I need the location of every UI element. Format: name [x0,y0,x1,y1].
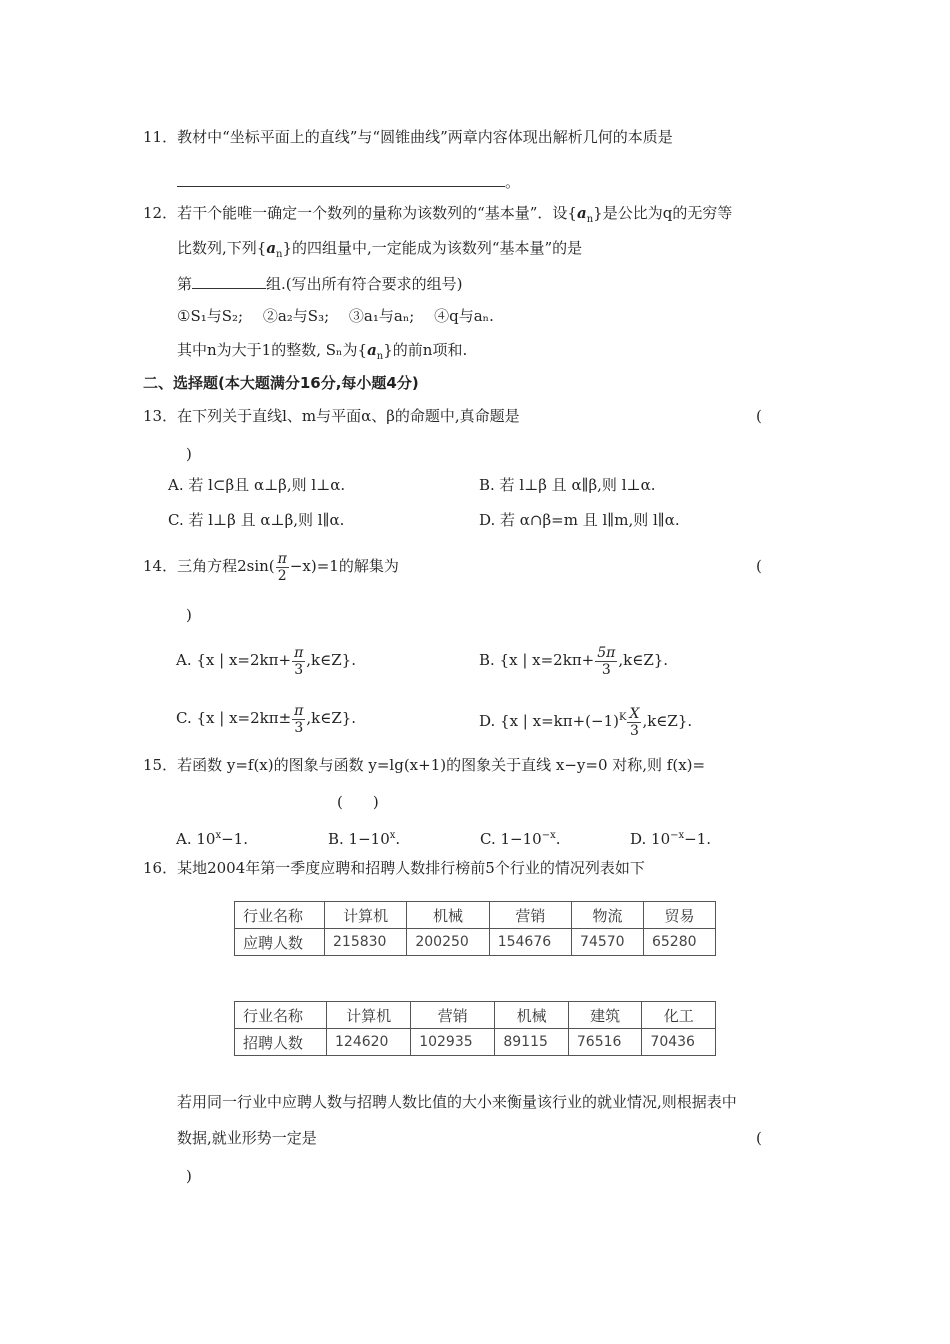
option-b[interactable]: B. 若 l⊥β 且 α∥β,则 l⊥α. [479,476,656,494]
question-12-line2: 比数列,下列$\{a_n\}$的四组量中,一定能成为该数列“基本量”的是 [177,239,583,260]
question-16: 16．某地2004年第一季度应聘和招聘人数排行榜前5个行业的情况列表如下 [143,859,645,877]
answer-paren: ( ) [337,793,379,811]
table-row: 应聘人数 215830 200250 154676 74570 65280 [235,929,716,956]
answer-blank[interactable] [192,272,266,289]
question-14: 14．三角方程2sin( $\frac{\pi}{2}$ −x)=1的解集为 [143,550,399,584]
option-d[interactable]: D. $10^{-x}-1$. [630,830,712,848]
question-12-note: 其中n为大于1的整数, Sₙ为$\{a_n\}$的前n项和. [177,341,468,362]
question-11 [143,127,673,147]
question-16-text: 若用同一行业中应聘人数与招聘人数比值的大小来衡量该行业的就业情况,则根据表中 [177,1093,737,1111]
question-12-options: ①S₁与S₂; ②a₂与S₃; ③a₁与aₙ; ④q与aₙ. [177,307,494,325]
option-a[interactable]: A. {x | x=2kπ+ $\frac{\pi}{3}$ ,k∈Z}. [176,644,356,678]
option-a[interactable]: A. $10^x-1$. [176,830,248,848]
answer-paren-close: ) [186,606,192,624]
answer-paren-close: ) [186,1167,192,1185]
question-12: 12．若干个能唯一确定一个数列的量称为该数列的“基本量”．设$\{a_n\}$是公比为q的无穷等 [143,204,733,225]
answer-line-11: 。 [177,168,520,192]
answer-paren-open: ( [756,1129,762,1147]
table-row: 招聘人数 124620 102935 89115 76516 70436 [235,1029,716,1056]
option-b[interactable]: B. $1-10^x$. [328,830,401,848]
option-d[interactable]: D. 若 α∩β=m 且 l∥m,则 l∥α. [479,511,680,529]
option-c[interactable]: C. {x | x=2kπ± $\frac{\pi}{3}$ ,k∈Z}. [176,702,357,736]
section-title: 二、选择题(本大题满分16分,每小题4分) [143,374,419,392]
applicants-table [234,901,716,956]
option-b[interactable]: B. {x | x=2kπ+ $\frac{5\pi}{3}$ ,k∈Z}. [479,644,669,678]
recruitment-table [234,1001,716,1056]
option-c[interactable]: C. 若 l⊥β 且 α⊥β,则 l∥α. [168,511,345,529]
table-header-row: 行业名称 计算机 营销 机械 建筑 化工 [235,1002,716,1029]
fraction: $\frac{\pi}{2}$ [277,550,287,584]
question-number: 11． [143,128,178,146]
option-a[interactable]: A. 若 l⊂β且 α⊥β,则 l⊥α. [168,476,346,494]
option-c[interactable]: C. $1-10^{-x}$. [480,830,561,848]
table-header-row: 行业名称 计算机 机械 营销 物流 贸易 [235,902,716,929]
answer-blank[interactable] [177,168,505,187]
question-12-line3: 第 组.(写出所有符合要求的组号) [177,272,463,294]
answer-paren-open: ( [756,407,762,425]
answer-paren-close: ) [186,445,192,463]
question-15: 15．若函数 y=f(x)的图象与函数 y=lg(x+1)的图象关于直线 x−y=0 对称,则 f(x)= [143,756,706,774]
question-16-text-2: 数据,就业形势一定是 [177,1129,317,1147]
question-text: 教材中“坐标平面上的直线”与“圆锥曲线”两章内容体现出解析几何的本质是 [177,128,673,146]
answer-paren-open: ( [756,557,762,575]
question-13: 13．在下列关于直线l、m与平面α、β的命题中,真命题是 [143,407,520,425]
option-d[interactable]: D. {x | $x=k\pi+(-1)^K$ $\frac{X}{3}$ ,k∈Z}. [479,705,693,739]
